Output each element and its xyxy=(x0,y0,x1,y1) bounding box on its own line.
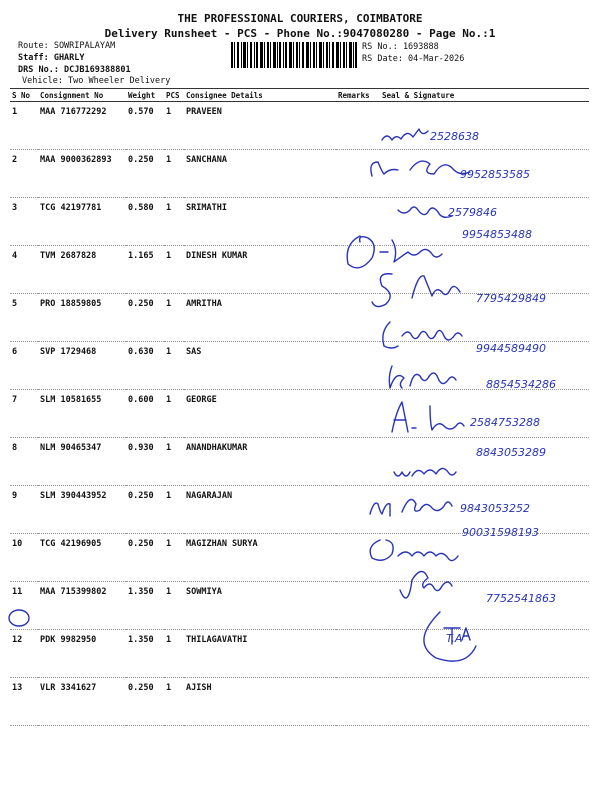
row-seal xyxy=(380,534,589,582)
col-weight: Weight xyxy=(126,89,164,102)
row-consignment: NLM 90465347 xyxy=(38,438,126,486)
row-consignee: SOWMIYA xyxy=(184,582,336,630)
table-row xyxy=(10,390,589,438)
row-weight: 1.165 xyxy=(126,246,164,294)
table-header-row xyxy=(10,89,589,102)
signature-text: 8843053289 xyxy=(476,446,546,459)
row-sno: 3 xyxy=(10,198,38,246)
table-row xyxy=(10,294,589,342)
signature-text: 7752541863 xyxy=(486,592,556,605)
row-consignment: MAA 716772292 xyxy=(38,102,126,150)
row-consignment: MAA 9000362893 xyxy=(38,150,126,198)
row-pcs: 1 xyxy=(164,102,184,150)
row-seal xyxy=(380,246,589,294)
signature-text: 9952853585 xyxy=(460,168,530,181)
table-row xyxy=(10,582,589,630)
row-seal xyxy=(380,342,589,390)
row-pcs: 1 xyxy=(164,390,184,438)
row-weight: 0.250 xyxy=(126,534,164,582)
row-consignee: SRIMATHI xyxy=(184,198,336,246)
row-consignment: TCG 42197781 xyxy=(38,198,126,246)
row-remarks xyxy=(336,486,380,534)
row-pcs: 1 xyxy=(164,582,184,630)
row-pcs: 1 xyxy=(164,438,184,486)
row-sno: 5 xyxy=(10,294,38,342)
col-sno: S No xyxy=(10,89,38,102)
row-consignment: TVM 2687828 xyxy=(38,246,126,294)
drs-number: DRS No.: DCJB169388801 xyxy=(18,65,131,75)
row-weight: 0.600 xyxy=(126,390,164,438)
col-consignment: Consignment No xyxy=(38,89,126,102)
row-sno: 2 xyxy=(10,150,38,198)
row-pcs: 1 xyxy=(164,294,184,342)
row-remarks xyxy=(336,294,380,342)
route-text: Route: SOWRIPALAYAM xyxy=(18,41,116,51)
signature-text: 2579846 xyxy=(448,206,497,219)
table-row xyxy=(10,534,589,582)
row-remarks xyxy=(336,678,380,726)
row-sno: 11 xyxy=(10,582,38,630)
table-row xyxy=(10,438,589,486)
signature-text: 7795429849 xyxy=(476,292,546,305)
row-consignee: AJISH xyxy=(184,678,336,726)
row-remarks xyxy=(336,246,380,294)
row-sno: 12 xyxy=(10,630,38,678)
row-weight: 0.250 xyxy=(126,294,164,342)
col-consignee: Consignee Details xyxy=(184,89,336,102)
row-pcs: 1 xyxy=(164,246,184,294)
row-weight: 0.930 xyxy=(126,438,164,486)
col-pcs: PCS xyxy=(164,89,184,102)
row-sno: 8 xyxy=(10,438,38,486)
row-consignee: AMRITHA xyxy=(184,294,336,342)
row-seal xyxy=(380,198,589,246)
row-seal xyxy=(380,582,589,630)
row-seal xyxy=(380,678,589,726)
row-consignment: SLM 10581655 xyxy=(38,390,126,438)
row-consignee: NAGARAJAN xyxy=(184,486,336,534)
row-pcs: 1 xyxy=(164,486,184,534)
row-remarks xyxy=(336,630,380,678)
signature-text: 2584753288 xyxy=(470,416,540,429)
barcode-image xyxy=(231,42,357,68)
row-remarks xyxy=(336,198,380,246)
row-remarks xyxy=(336,390,380,438)
row-consignee: THILAGAVATHI xyxy=(184,630,336,678)
row-seal xyxy=(380,294,589,342)
signature-text: 9954853488 xyxy=(462,228,532,241)
col-remarks: Remarks xyxy=(336,89,380,102)
row-sno: 10 xyxy=(10,534,38,582)
row-consignment: VLR 3341627 xyxy=(38,678,126,726)
row-seal xyxy=(380,150,589,198)
row-sno: 7 xyxy=(10,390,38,438)
row-seal xyxy=(380,390,589,438)
row-remarks xyxy=(336,150,380,198)
row-consignment: PDK 9982950 xyxy=(38,630,126,678)
row-consignee: GEORGE xyxy=(184,390,336,438)
row-seal xyxy=(380,438,589,486)
rs-number: RS No.: 1693888 xyxy=(362,42,439,52)
table-row xyxy=(10,630,589,678)
signature-text: 9944589490 xyxy=(476,342,546,355)
signature-text: 8854534286 xyxy=(486,378,556,391)
runsheet-subtitle: Delivery Runsheet - PCS - Phone No.:9047080280 - Page No.:1 xyxy=(104,27,496,40)
row-remarks xyxy=(336,102,380,150)
row-consignee: MAGIZHAN SURYA xyxy=(184,534,336,582)
table-row xyxy=(10,678,589,726)
row-weight: 0.250 xyxy=(126,150,164,198)
table-row xyxy=(10,102,589,150)
row-remarks xyxy=(336,342,380,390)
row-consignee: SANCHANA xyxy=(184,150,336,198)
row-pcs: 1 xyxy=(164,198,184,246)
row-weight: 0.580 xyxy=(126,198,164,246)
row-sno: 13 xyxy=(10,678,38,726)
table-row xyxy=(10,150,589,198)
staff-text: Staff: GHARLY xyxy=(18,53,85,63)
row-consignee: DINESH KUMAR xyxy=(184,246,336,294)
row-sno: 6 xyxy=(10,342,38,390)
signature-text: 90031598193 xyxy=(462,526,539,539)
row-consignee: SAS xyxy=(184,342,336,390)
row-remarks xyxy=(336,534,380,582)
row-remarks xyxy=(336,438,380,486)
row-seal xyxy=(380,486,589,534)
row-weight: 0.250 xyxy=(126,486,164,534)
col-seal-signature: Seal & Signature xyxy=(380,89,589,102)
row-consignee: PRAVEEN xyxy=(184,102,336,150)
row-consignment: PRO 18859805 xyxy=(38,294,126,342)
row-weight: 0.570 xyxy=(126,102,164,150)
row-sno: 4 xyxy=(10,246,38,294)
vehicle-text: Vehicle: Two Wheeler Delivery xyxy=(22,76,171,86)
signature-text: T.A xyxy=(446,632,463,645)
row-pcs: 1 xyxy=(164,534,184,582)
row-consignment: MAA 715399802 xyxy=(38,582,126,630)
row-sno: 1 xyxy=(10,102,38,150)
row-weight: 1.350 xyxy=(126,582,164,630)
row-pcs: 1 xyxy=(164,678,184,726)
row-seal xyxy=(380,630,589,678)
row-sno: 9 xyxy=(10,486,38,534)
row-pcs: 1 xyxy=(164,150,184,198)
row-weight: 0.250 xyxy=(126,678,164,726)
company-title: THE PROFESSIONAL COURIERS, COIMBATORE xyxy=(177,12,423,25)
table-row xyxy=(10,198,589,246)
rs-date: RS Date: 04-Mar-2026 xyxy=(362,54,465,64)
runsheet-table xyxy=(10,88,589,726)
row-consignment: SVP 1729468 xyxy=(38,342,126,390)
signature-text: 2528638 xyxy=(430,130,479,143)
row-pcs: 1 xyxy=(164,630,184,678)
table-row xyxy=(10,486,589,534)
row-consignment: TCG 42196905 xyxy=(38,534,126,582)
row-pcs: 1 xyxy=(164,342,184,390)
row-weight: 0.630 xyxy=(126,342,164,390)
signature-text: 9843053252 xyxy=(460,502,530,515)
table-row xyxy=(10,342,589,390)
row-consignment: SLM 390443952 xyxy=(38,486,126,534)
row-weight: 1.350 xyxy=(126,630,164,678)
row-consignee: ANANDHAKUMAR xyxy=(184,438,336,486)
table-row xyxy=(10,246,589,294)
row-seal xyxy=(380,102,589,150)
row-remarks xyxy=(336,582,380,630)
